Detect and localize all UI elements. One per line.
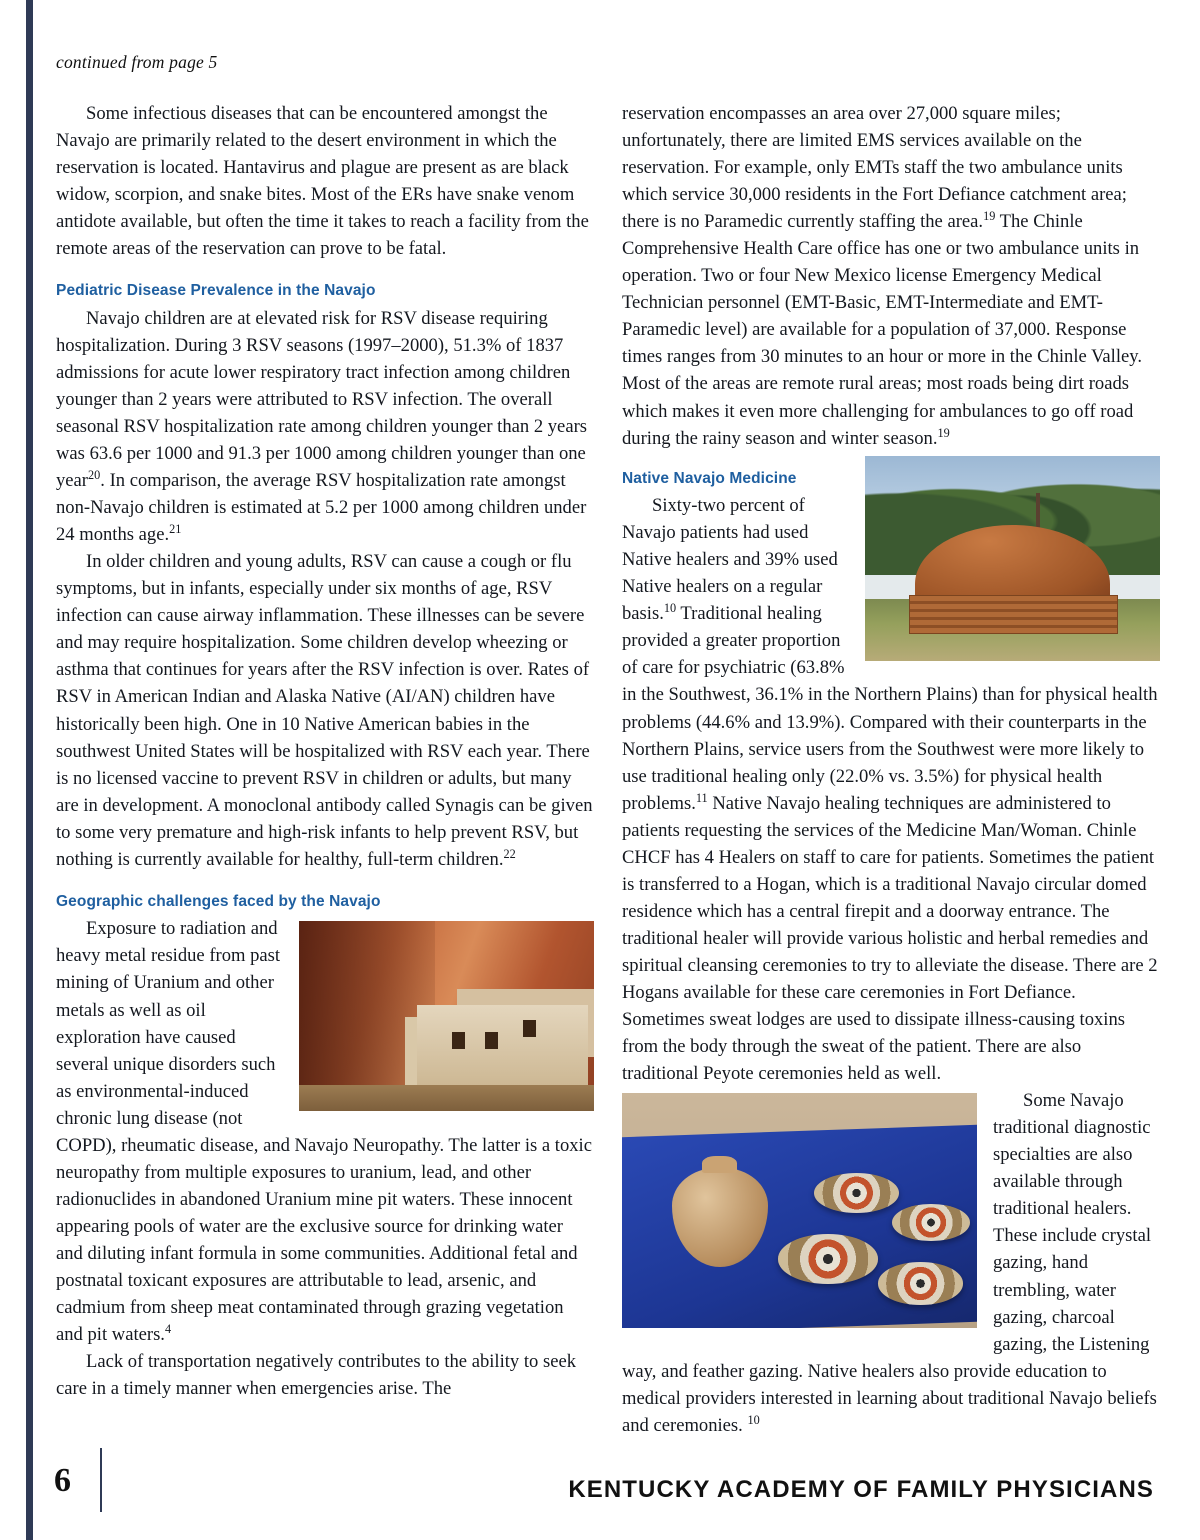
pottery-disc-3 [778, 1234, 877, 1283]
pottery-image [622, 1093, 977, 1328]
ruins-window-3 [523, 1020, 536, 1037]
cliff-ruins-image [299, 921, 594, 1111]
footnote-ref-10b: 10 [747, 1412, 760, 1427]
footnote-ref-19b: 19 [937, 425, 950, 440]
footnote-ref-10a: 10 [663, 601, 677, 616]
pediatric-p2-text: In older children and young adults, RSV can cause a cough or flu symptoms, but in infants, especially under six months of age, RSV infection can cause airway inflammation. These illnesses can be severe and may require hospitalization. Some children develop wheezing or asthma that continues for years after the RSV infection is over. Rates of RSV in American Indian and Alaska Native (AI/AN) children have historically been high. One in 10 Native American babies in the southwest United States will be hospitalized with RSV each year. There is no licensed vaccine to prevent RSV in children or adults, but many are in development. A monoclonal antibody called Synagis can be given to some very premature and high-risk infants to help prevent RSV, but nothing is currently available for healthy, full-term children. [56, 551, 593, 870]
page-number: 6 [54, 1462, 71, 1499]
ruins-foreground [299, 1085, 594, 1112]
medicine-p1-text-a: Sixty-two percent of Navajo patients had used Native healers and 39% used Native healers on a regular basis. [622, 495, 838, 625]
pottery-disc-4 [878, 1262, 963, 1304]
heading-native-navajo-medicine: Native Navajo Medicine [622, 469, 797, 487]
footer-divider [100, 1448, 102, 1512]
footnote-ref-21: 21 [169, 522, 182, 537]
pediatric-p1-text-a: Navajo children are at elevated risk for RSV disease requiring hospitalization. During 3 RSV seasons (1997–2000), 51.3% of 1837 admissions for acute lower respiratory tract infection among children younger than 2 years were attributed to RSV infection. The overall seasonal RSV hospitalization rate among children younger than 2 years was 63.6 per 1000 and 91.3 per 1000 among children younger than one year [56, 307, 587, 492]
footnote-ref-22: 22 [503, 846, 516, 861]
ems-text-b: The Chinle Comprehensive Health Care office has one or two ambulance units in operation. Two or four New Mexico license Emergency Medical Technician personnel (EMT-Basic, EMT-Intermediate and EMT-Paramedic level) are available for a population of 37,000. Response times ranges from 30 minutes to an hour or more in the Chinle Valley. Most of the areas are remote rural areas; most roads being dirt roads which makes it even more challenging for ambulances to go off road during the rainy season and winter season. [622, 211, 1143, 449]
ruins-window-2 [485, 1032, 498, 1049]
left-column [56, 100, 594, 1402]
footnote-ref-4: 4 [164, 1321, 172, 1336]
pediatric-paragraph-1 [56, 305, 594, 548]
geographic-paragraph-2: Lack of transportation negatively contributes to the ability to seek care in a timely manner when emergencies arise. The [56, 1351, 577, 1400]
intro-paragraph: Some infectious diseases that can be encountered amongst the Navajo are primarily related to the desert environment in which the reservation is located. Hantavirus and plague are present as are black widow, scorpion, and snake bites. Most of the ERs have snake venom antidote available, but often the time it takes to reach a facility from the remote areas of the reservation can prove to be fatal. [56, 103, 589, 260]
ruins-window-1 [452, 1032, 465, 1049]
footnote-ref-20: 20 [88, 467, 101, 482]
ems-text-a: reservation encompasses an area over 27,000 square miles; unfortunately, there are limited EMS services available on the reservation. For example, only EMTs staff the two ambulance units which service 30,000 residents in the Fort Defiance catchment area; there is no Paramedic currently staffing the area. [622, 103, 1127, 233]
ruins-shadow [299, 921, 435, 1111]
pottery-disc-2 [892, 1204, 970, 1242]
heading-pediatric-disease: Pediatric Disease Prevalence in the Navajo [56, 282, 376, 300]
pediatric-paragraph-2 [56, 548, 594, 873]
medicine-p2-text: Some Navajo traditional diagnostic specialties are also available through traditional healers. These include crystal gazing, hand trembling, water gazing, charcoal gazing, the Listening way, and feather gazing. Native healers also provide education to medical providers interested in learning about traditional Navajo beliefs and ceremonies. [622, 1090, 1157, 1436]
footnote-ref-11: 11 [695, 790, 708, 805]
ruins-stone-structures [417, 1005, 588, 1085]
hogan-log-wall [909, 595, 1118, 634]
hogan-post [1036, 493, 1040, 530]
pediatric-p1-text-b: . In comparison, the average RSV hospitalization rate amongst non-Navajo children is estimated at 5.2 per 1000 among children under 24 months age. [56, 470, 587, 546]
pottery-disc-1 [814, 1173, 899, 1213]
hogan-image [865, 456, 1160, 661]
left-edge-rule [26, 0, 33, 1540]
footnote-ref-19a: 19 [983, 209, 996, 223]
medicine-p1-text-b: Traditional healing provided a greater proportion of care for psychiatric (63.8% in the Southwest, 36.1% in the Northern Plains) than for physical health problems (44.6% and 13.9%). Compared with their counterparts in the Northern Plains, service users from the Southwest were more likely to use traditional healing only (22.0% vs. 3.5%) for physical health problems. [622, 603, 1158, 814]
continued-from-note: continued from page 5 [56, 52, 218, 72]
ems-paragraph [622, 100, 1160, 452]
geographic-p1-text: Exposure to radiation and heavy metal residue from past mining of Uranium and other metals as well as oil exploration have caused several unique disorders such as environmental-induced chronic lung disease (not COPD), rheumatic disease, and Navajo Neuropathy. The latter is a toxic neuropathy from multiple exposures to uranium, lead, and other radionuclides in abandoned Uranium mine pit waters. These innocent appearing pools of water are the exclusive source for drinking water and diluting infant formula in some communities. Additional fetal and postnatal toxicant exposures are attributable to lead, arsenic, and cadmium from sheep meat contaminated through grazing vegetation and pit waters. [56, 918, 592, 1346]
footer-publication-title: KENTUCKY ACADEMY OF FAMILY PHYSICIANS [568, 1476, 1154, 1503]
right-column [622, 100, 1160, 1439]
heading-geographic-challenges: Geographic challenges faced by the Navajo [56, 892, 381, 910]
medicine-p1-text-c: Native Navajo healing techniques are administered to patients requesting the services of the Medicine Man/Woman. Chinle CHCF has 4 Healers on staff to care for patients. Sometimes the patient is transferred to a Hogan, which is a traditional Navajo circular domed residence which has a central firepit and a doorway entrance. The traditional healer will provide various holistic and herbal remedies and spiritual cleansing ceremonies to try to alleviate the disease. There are 2 Hogans available for these care ceremonies in Fort Defiance. Sometimes sweat lodges are used to dissipate illness-causing toxins from the body through the sweat of the patient. There are also traditional Peyote ceremonies held as well. [622, 792, 1158, 1085]
